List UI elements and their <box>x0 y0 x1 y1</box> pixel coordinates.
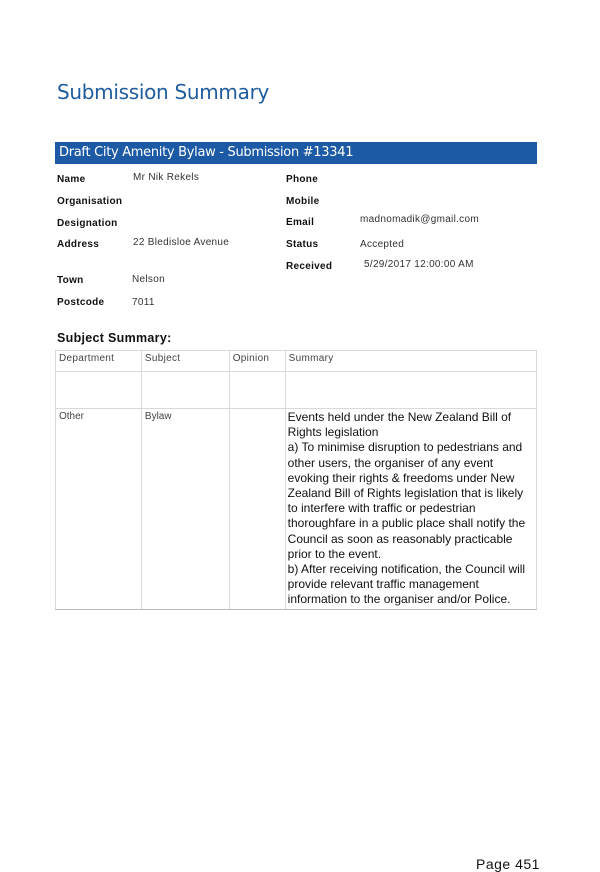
received-label: Received <box>286 261 333 272</box>
address-value: 22 Bledisloe Avenue <box>133 237 230 248</box>
email-value: madnomadik@gmail.com <box>360 214 479 225</box>
subject-summary-table <box>55 350 537 610</box>
column-header-opinion: Opinion <box>229 351 285 372</box>
status-label: Status <box>286 239 319 250</box>
postcode-label: Postcode <box>57 297 105 308</box>
column-header-subject: Subject <box>141 351 229 372</box>
postcode-value: 7011 <box>132 297 155 308</box>
status-value: Accepted <box>360 239 405 250</box>
table-row <box>56 372 537 409</box>
town-label: Town <box>57 275 84 286</box>
column-header-summary: Summary <box>285 351 536 372</box>
town-value: Nelson <box>132 274 165 285</box>
received-value: 5/29/2017 12:00:00 AM <box>364 259 474 270</box>
name-label: Name <box>57 174 86 185</box>
cell-subject <box>141 372 229 409</box>
mobile-label: Mobile <box>286 196 320 207</box>
cell-opinion <box>229 409 285 610</box>
cell-department: Other <box>56 409 142 610</box>
submission-banner: Draft City Amenity Bylaw - Submission #13341 <box>55 142 537 164</box>
designation-label: Designation <box>57 218 118 229</box>
summary-line: b) After receiving notification, the Council will provide relevant traffic management information to the organiser and/or Police. <box>287 562 526 607</box>
subject-summary-heading: Subject Summary: <box>57 331 172 345</box>
column-header-department: Department <box>56 351 142 372</box>
table-row <box>56 409 537 610</box>
email-label: Email <box>286 217 315 228</box>
page-title: Submission Summary <box>57 80 270 104</box>
cell-summary <box>285 409 536 610</box>
cell-opinion <box>229 372 285 409</box>
phone-label: Phone <box>286 174 319 185</box>
address-label: Address <box>57 239 100 250</box>
cell-subject: Bylaw <box>141 409 229 610</box>
summary-line: a) To minimise disruption to pedestrians and other users, the organiser of any event evoking their rights & freedoms under New Zealand Bill of Rights legislation that is likely to interfere with traffic or pedestrian thoroughfare in a public place shall notify the Council as soon as reasonably practicable prior to the event. <box>287 440 526 561</box>
cell-department <box>56 372 142 409</box>
name-value: Mr Nik Rekels <box>133 172 200 183</box>
page-number: Page 451 <box>476 856 540 872</box>
summary-line: Events held under the New Zealand Bill of Rights legislation <box>287 410 512 440</box>
cell-summary <box>285 372 536 409</box>
table-header-row <box>56 351 537 372</box>
organisation-label: Organisation <box>57 196 123 207</box>
